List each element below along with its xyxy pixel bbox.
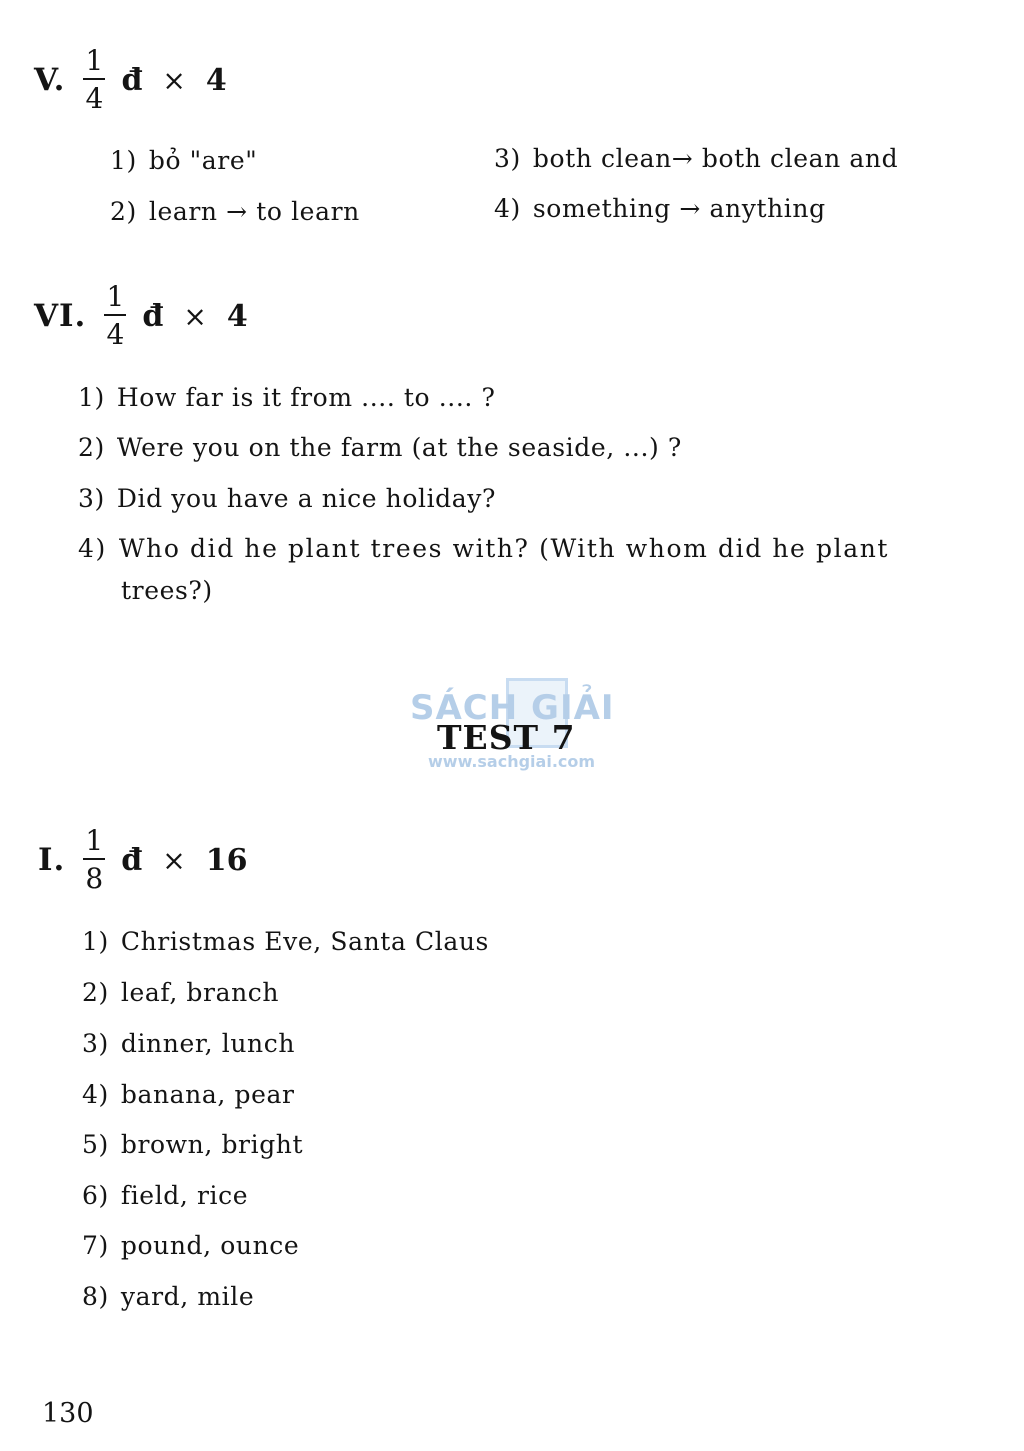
fraction-denominator: 4 [85,82,104,115]
list-item: 4) Who did he plant trees with? (With whom did he plant [78,534,890,563]
section-i-fraction [83,826,105,894]
list-item: 8) yard, mile [82,1282,255,1311]
fraction-denominator: 4 [106,318,125,351]
list-item: 3) dinner, lunch [82,1029,296,1058]
section-v-heading [34,46,227,114]
list-item: 1) Christmas Eve, Santa Claus [82,927,489,956]
list-item: 4) something → anything [494,194,826,223]
fraction-bar [83,78,105,80]
fraction-bar [104,314,126,316]
section-v-multiplier: 4 [205,62,227,98]
fraction-numerator: 1 [85,824,104,857]
times-sign: × [162,843,186,877]
fraction-denominator: 8 [85,862,104,895]
list-item: 3) Did you have a nice holiday? [78,484,497,513]
list-item: 6) field, rice [82,1181,249,1210]
list-item: 7) pound, ounce [82,1231,300,1260]
point-unit: đ [142,298,164,334]
watermark-brand: SÁCH GIẢI [410,688,615,728]
times-sign: × [162,63,186,97]
section-vi-multiplier: 4 [226,298,248,334]
point-unit: đ [121,842,143,878]
list-item: 1) How far is it from .... to .... ? [78,383,496,412]
list-item: 3) both clean→ both clean and [494,144,899,173]
list-item: 2) learn → to learn [110,197,360,226]
section-vi-numeral: VI. [34,298,87,334]
section-i-heading [38,826,248,894]
list-item-continuation: trees?) [121,576,213,605]
watermark-url: www.sachgiai.com [428,752,596,771]
list-item: 2) leaf, branch [82,978,280,1007]
section-v-fraction [83,46,105,114]
section-vi-fraction [104,282,126,350]
point-unit: đ [121,62,143,98]
list-item: 4) banana, pear [82,1080,295,1109]
fraction-numerator: 1 [85,44,104,77]
list-item: 5) brown, bright [82,1130,304,1159]
section-v-numeral: V. [34,62,66,98]
test-title: TEST 7 [437,718,576,757]
section-i-numeral: I. [38,842,66,878]
times-sign: × [183,299,207,333]
section-vi-heading [34,282,248,350]
page-number: 130 [42,1398,94,1429]
section-i-multiplier: 16 [205,842,248,878]
fraction-numerator: 1 [106,280,125,313]
list-item: 2) Were you on the farm (at the seaside, ...) ? [78,433,682,462]
fraction-bar [83,858,105,860]
list-item: 1) bỏ "are" [110,146,258,175]
